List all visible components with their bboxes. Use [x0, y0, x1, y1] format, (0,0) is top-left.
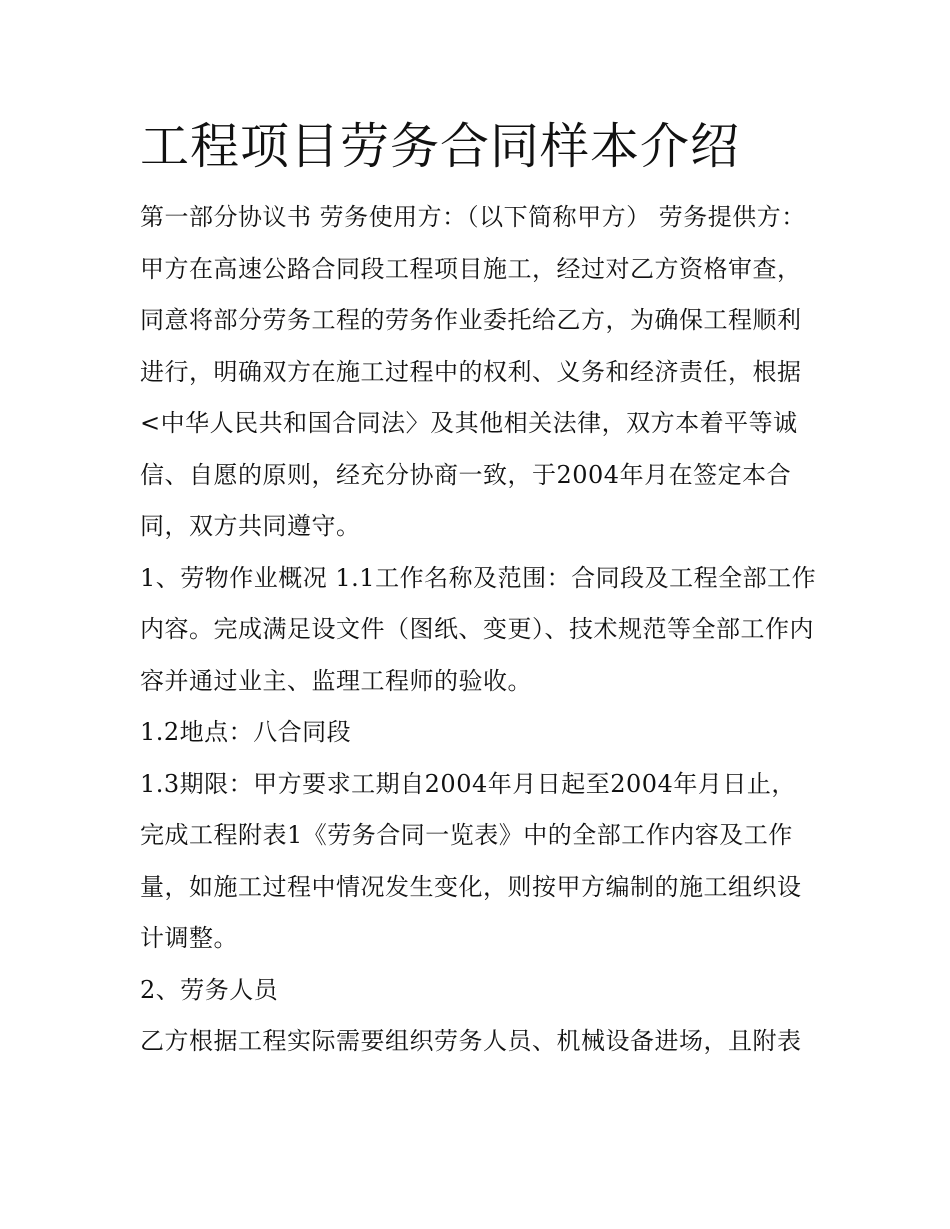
paragraph-section-1-2-location: 1.2地点：八合同段	[140, 718, 352, 746]
paragraph-section-1-3-period: 1.3期限：甲方要求工期自2004年月日起至2004年月日止，完成工程附表1《劳务合同一览表》中的全部工作内容及工作量，如施工过程中情况发生变化，则按甲方编制的施工组织设计调整。	[140, 769, 802, 952]
paragraph-section-1-overview: 1、劳物作业概况 1.1工作名称及范围：合同段及工程全部工作内容。完成满足设文件（图纸、变更）、技术规范等全部工作内容并通过业主、监理工程师的验收。	[140, 563, 817, 695]
paragraph-preamble: 甲方在高速公路合同段工程项目施工，经过对乙方资格审查，同意将部分劳务工程的劳务作业委托给乙方，为确保工程顺利进行，明确双方在施工过程中的权利、义务和经济责任，根据<中华人民共和国合同法〉及其他相关法律，双方本着平等诚信、自愿的原则，经充分协商一致，于2004年月在签定本合同，双方共同遵守。	[140, 254, 802, 540]
paragraph-section-2-heading: 2、劳务人员	[140, 975, 279, 1004]
paragraph-section-2-body: 乙方根据工程实际需要组织劳务人员、机械设备进场，且附表	[140, 1027, 802, 1055]
paragraph-agreement-parties: 第一部分协议书 劳务使用方：（以下简称甲方） 劳务提供方：	[140, 203, 806, 231]
document-title: 工程项目劳务合同样本介绍	[140, 118, 741, 175]
document-body	[140, 112, 820, 1068]
